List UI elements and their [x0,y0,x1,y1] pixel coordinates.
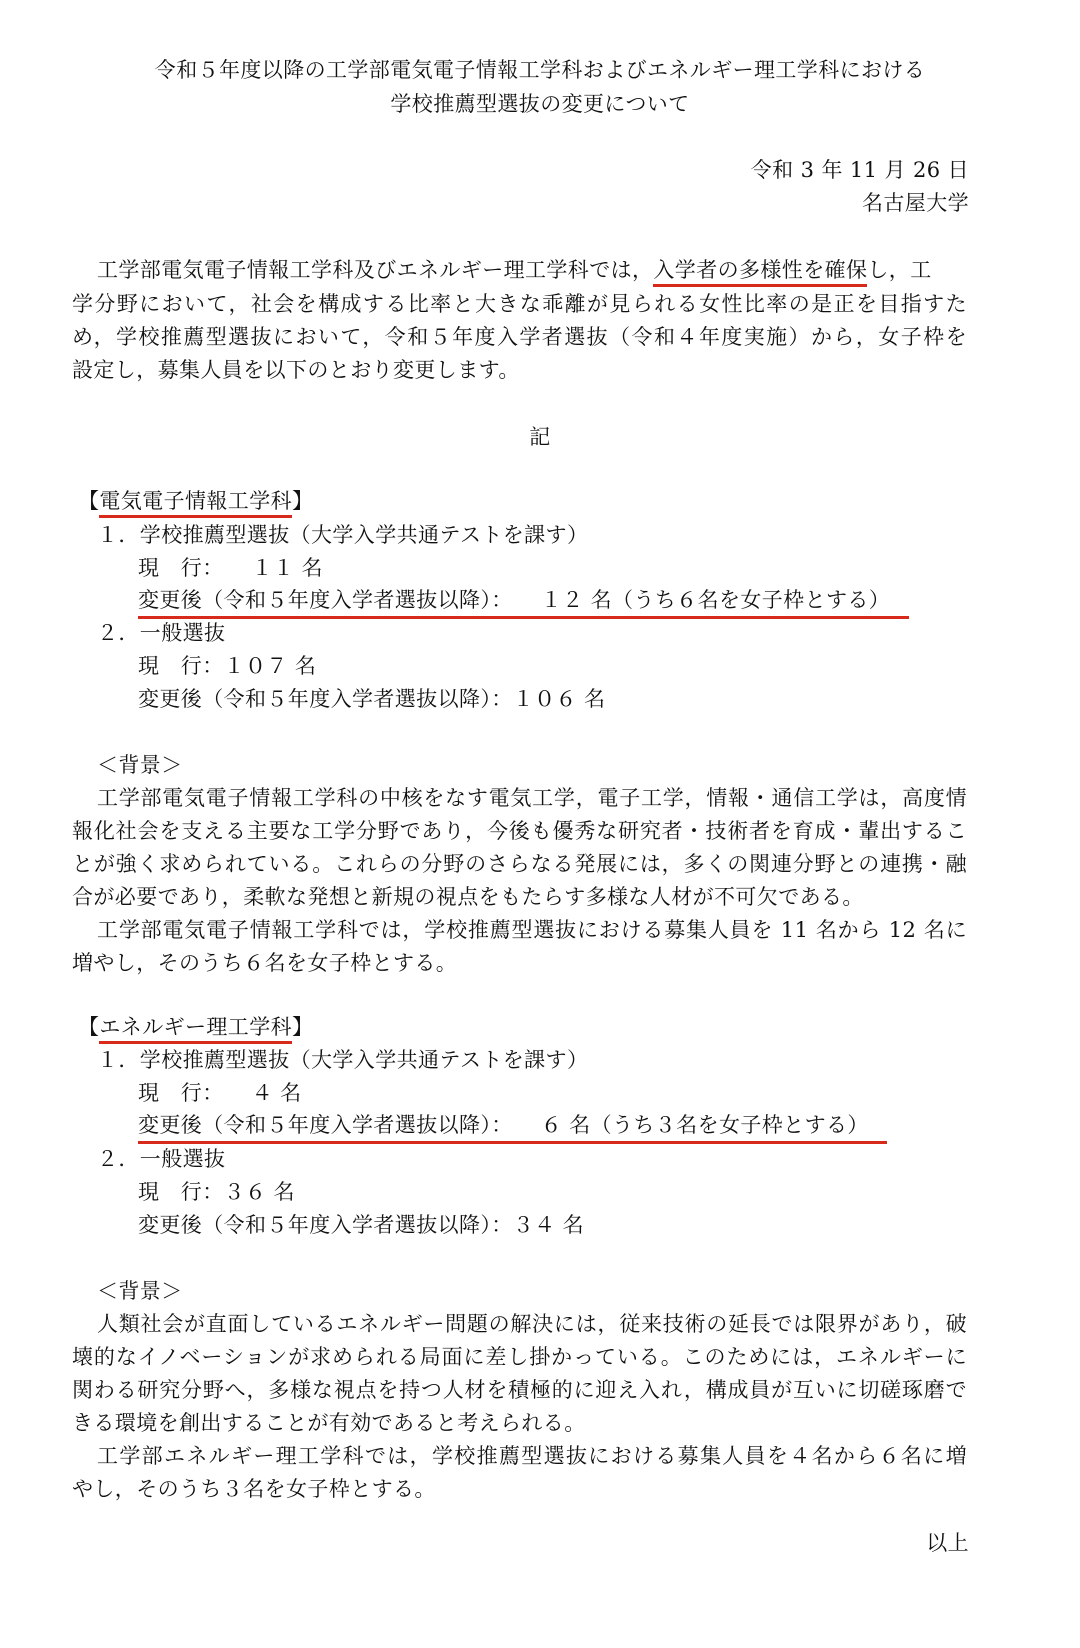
dept1-bracket-open: 【 [78,489,100,513]
dept2-item2-after-value: ３４ 名 [512,1213,584,1237]
dept1-item2-after-label: 変更後（令和５年度入学者選抜以降）： [138,687,513,711]
dept1-item2-current-value: １０７ 名 [223,654,317,678]
dept1-item1-current-value: １１ 名 [251,556,323,580]
dept2-item2-current-label: 現 行： [138,1180,224,1204]
intro-line-3: め，学校推薦型選抜において，令和５年度入学者選抜（令和４年度実施）から，女子枠を [72,325,967,349]
dept2-name: エネルギー理工学科 [99,1015,292,1044]
dept2-item2-current [138,1178,295,1206]
dept1-bg-line-1: 工学部電気電子情報工学科の中核をなす電気工学，電子工学，情報・通信工学は，高度情 [97,786,967,810]
dept2-item1-title: １．学校推薦型選抜（大学入学共通テストを課す） [97,1048,589,1072]
dept1-bg-line-4: 合が必要であり，柔軟な発想と新規の視点をもたらす多様な人材が不可欠である。 [72,885,864,909]
dept2-background-heading: ＜背景＞ [97,1279,183,1303]
dept1-heading [78,487,313,515]
dept1-item1-after [138,586,909,619]
title-line-1: 令和５年度以降の工学部電気電子情報工学科およびエネルギー理工学科における [154,58,926,82]
dept2-bracket-open: 【 [78,1015,100,1039]
dept2-item1-after-value: ６ 名（うち３名を女子枠とする） [540,1113,869,1137]
ki-mark: 記 [529,425,551,449]
dept2-bg-line-4: きる環境を創出することが有効であると考えられる。 [72,1411,586,1435]
intro-text-a: 工学部電気電子情報工学科及びエネルギー理工学科では， [97,258,654,282]
organization-name: 名古屋大学 [862,191,969,215]
dept2-item1-after-label: 変更後（令和５年度入学者選抜以降）： [138,1113,513,1137]
dept1-item1-title: １．学校推薦型選抜（大学入学共通テストを課す） [97,523,589,547]
diversity-highlight: 入学者の多様性を確保 [653,258,867,287]
dept1-bg-line-2: 報化社会を支える主要な工学分野であり，今後も優秀な研究者・技術者を育成・輩出するこ [72,819,967,843]
dept1-item2-after [138,685,605,713]
dept1-bg-line-3: とが強く求められている。これらの分野のさらなる発展には，多くの関連分野との連携・融 [72,852,967,876]
intro-text-b: し，工 [867,258,932,282]
intro-line-2: 学分野において，社会を構成する比率と大きな乖離が見られる女性比率の是正を目指すた [72,292,967,316]
dept1-item1-after-value: １２ 名（うち６名を女子枠とする） [540,588,891,612]
dept2-bg-line-5: 工学部エネルギー理工学科では，学校推薦型選抜における募集人員を４名から６名に増 [97,1444,967,1468]
dept2-item1-current [138,1079,302,1107]
dept2-item2-current-value: ３６ 名 [223,1180,295,1204]
dept1-background-heading: ＜背景＞ [97,753,183,777]
dept2-item2-title: ２．一般選抜 [97,1147,226,1171]
intro-line-4: 設定し，募集人員を以下のとおり変更します。 [72,358,520,382]
dept1-name: 電気電子情報工学科 [99,489,292,518]
dept1-item1-after-label: 変更後（令和５年度入学者選抜以降）： [138,588,513,612]
dept1-bg-line-6: 増やし，そのうち６名を女子枠とする。 [72,951,458,975]
document-date: 令和 3 年 11 月 26 日 [750,158,969,182]
dept2-bg-line-6: やし，そのうち３名を女子枠とする。 [72,1477,436,1501]
dept2-bg-line-1: 人類社会が直面しているエネルギー問題の解決には，従来技術の延長では限界があり，破 [97,1312,967,1336]
dept2-item1-after [138,1111,887,1144]
dept2-item2-after [138,1211,584,1239]
dept2-item1-current-label: 現 行： [138,1081,224,1105]
dept2-bg-line-2: 壊的なイノベーションが求められる局面に差し掛かっている。このためには，エネルギーに [72,1345,967,1369]
dept2-heading [78,1013,313,1041]
dept1-bracket-close: 】 [292,489,314,513]
dept2-bg-line-3: 関わる研究分野へ，多様な視点を持つ人材を積極的に迎え入れ，構成員が互いに切磋琢磨で [72,1378,967,1402]
dept1-item2-current [138,652,316,680]
dept2-item2-after-label: 変更後（令和５年度入学者選抜以降）： [138,1213,513,1237]
dept1-item2-title: ２．一般選抜 [97,621,226,645]
title-line-2: 学校推薦型選抜の変更について [390,92,690,116]
closing-mark: 以上 [926,1531,969,1555]
dept2-bracket-close: 】 [292,1015,314,1039]
dept1-item1-current [138,554,323,582]
dept1-item2-current-label: 現 行： [138,654,224,678]
dept1-bg-line-5: 工学部電気電子情報工学科では，学校推薦型選抜における募集人員を 11 名から 12 名に [97,918,967,942]
dept1-item1-current-label: 現 行： [138,556,224,580]
dept1-item2-after-value: １０６ 名 [512,687,606,711]
dept2-item1-current-value: ４ 名 [251,1081,302,1105]
intro-line-1 [97,256,932,284]
